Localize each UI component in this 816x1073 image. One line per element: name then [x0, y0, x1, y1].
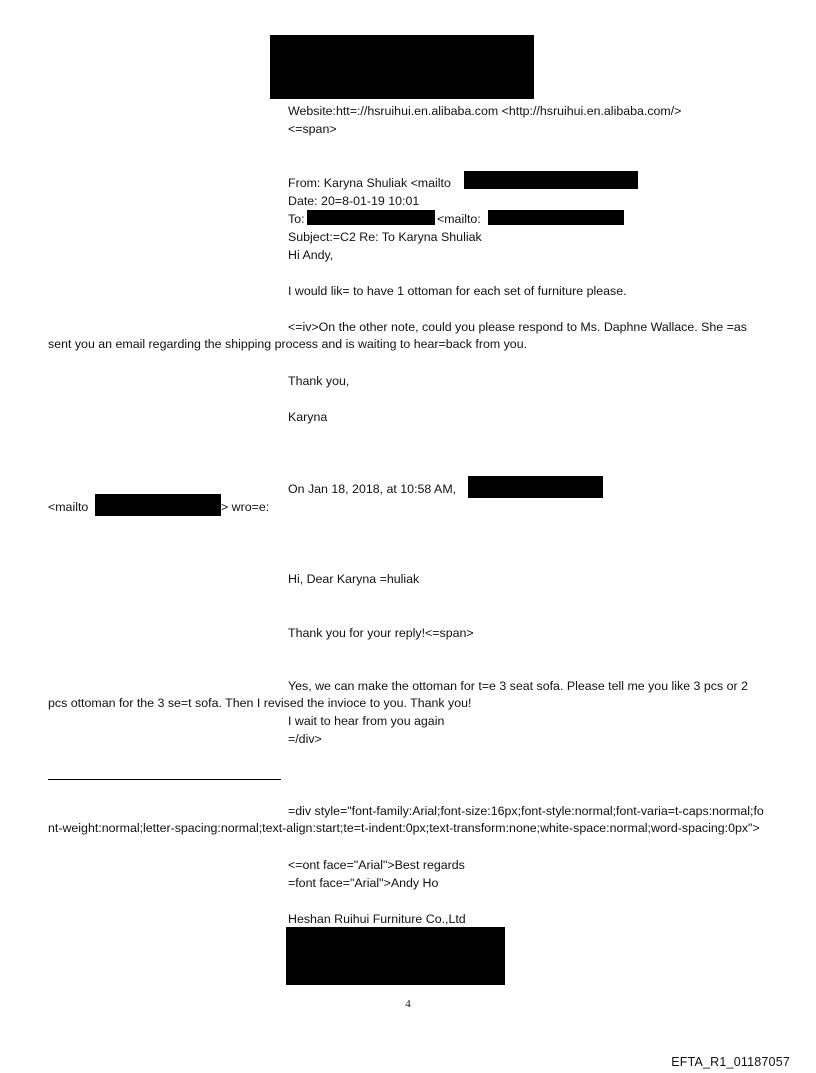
other-note-text: <=iv>On the other note, could you please respond to Ms. Daphne Wallace. She =as sent you an email regarding the shipping process and is waiting to hear=back from you. — [48, 320, 747, 351]
quoted-mailto-suffix: > wro=e: — [221, 500, 270, 514]
redaction-quoted-sender — [468, 476, 603, 498]
redaction-to-email — [488, 210, 624, 225]
thanks-line: Thank you, — [288, 374, 350, 388]
div-style-paragraph — [48, 803, 770, 836]
wait-line: I wait to hear from you again — [288, 714, 445, 728]
signature-separator — [48, 779, 281, 780]
div-close-tag: =/div> — [288, 732, 322, 746]
other-note-paragraph — [48, 319, 770, 352]
subject-line: Subject:=C2 Re: To Karyna Shuliak — [288, 230, 482, 244]
ottoman-answer-paragraph — [48, 678, 770, 711]
redaction-block-header — [270, 35, 534, 99]
redaction-quoted-email — [95, 494, 221, 516]
greeting-line: Hi Andy, — [288, 248, 334, 262]
redaction-signature-block — [286, 927, 505, 985]
page-number: 4 — [405, 998, 411, 1010]
redaction-to-name — [307, 210, 435, 225]
span-close-tag: <=span> — [288, 122, 337, 136]
to-mailto: <mailto: — [437, 212, 481, 226]
website-line: Website:htt=://hsruihui.en.alibaba.com <http://hsruihui.en.alibaba.com/> — [288, 104, 682, 118]
from-prefix: From: Karyna Shuliak <mailto — [288, 176, 451, 190]
quoted-greeting: Hi, Dear Karyna =huliak — [288, 572, 420, 586]
redaction-from-email — [464, 171, 638, 189]
sender-signature: Karyna — [288, 410, 328, 424]
best-regards-line: <=ont face="Arial">Best regards — [288, 858, 465, 872]
date-line: Date: 20=8-01-19 10:01 — [288, 194, 420, 208]
quoted-mailto-prefix: <mailto — [48, 500, 89, 514]
company-name: Heshan Ruihui Furniture Co.,Ltd — [288, 912, 466, 926]
from-line — [288, 175, 451, 192]
ottoman-request: I would lik= to have 1 ottoman for each set of furniture please. — [288, 284, 627, 298]
sender-name-line: =font face="Arial">Andy Ho — [288, 876, 439, 890]
bates-number: EFTA_R1_01187057 — [671, 1055, 790, 1069]
on-date-line: On Jan 18, 2018, at 10:58 AM, — [288, 482, 457, 496]
reply-thanks: Thank you for your reply!<=span> — [288, 626, 474, 640]
ottoman-answer-text: Yes, we can make the ottoman for t=e 3 seat sofa. Please tell me you like 3 pcs or 2 pcs ottoman for the 3 se=t sofa. Then I revised the invioce to you. Thank you! — [48, 679, 748, 710]
to-label: To: — [288, 212, 305, 226]
div-style-text: =div style="font-family:Arial;font-size:16px;font-style:normal;font-varia=t-caps:normal;font-weight:normal;letter-spacing:normal;text-align:start;te=t-indent:0px;text-transform:none;white-space:normal;word-spacing:0px"> — [48, 804, 764, 835]
